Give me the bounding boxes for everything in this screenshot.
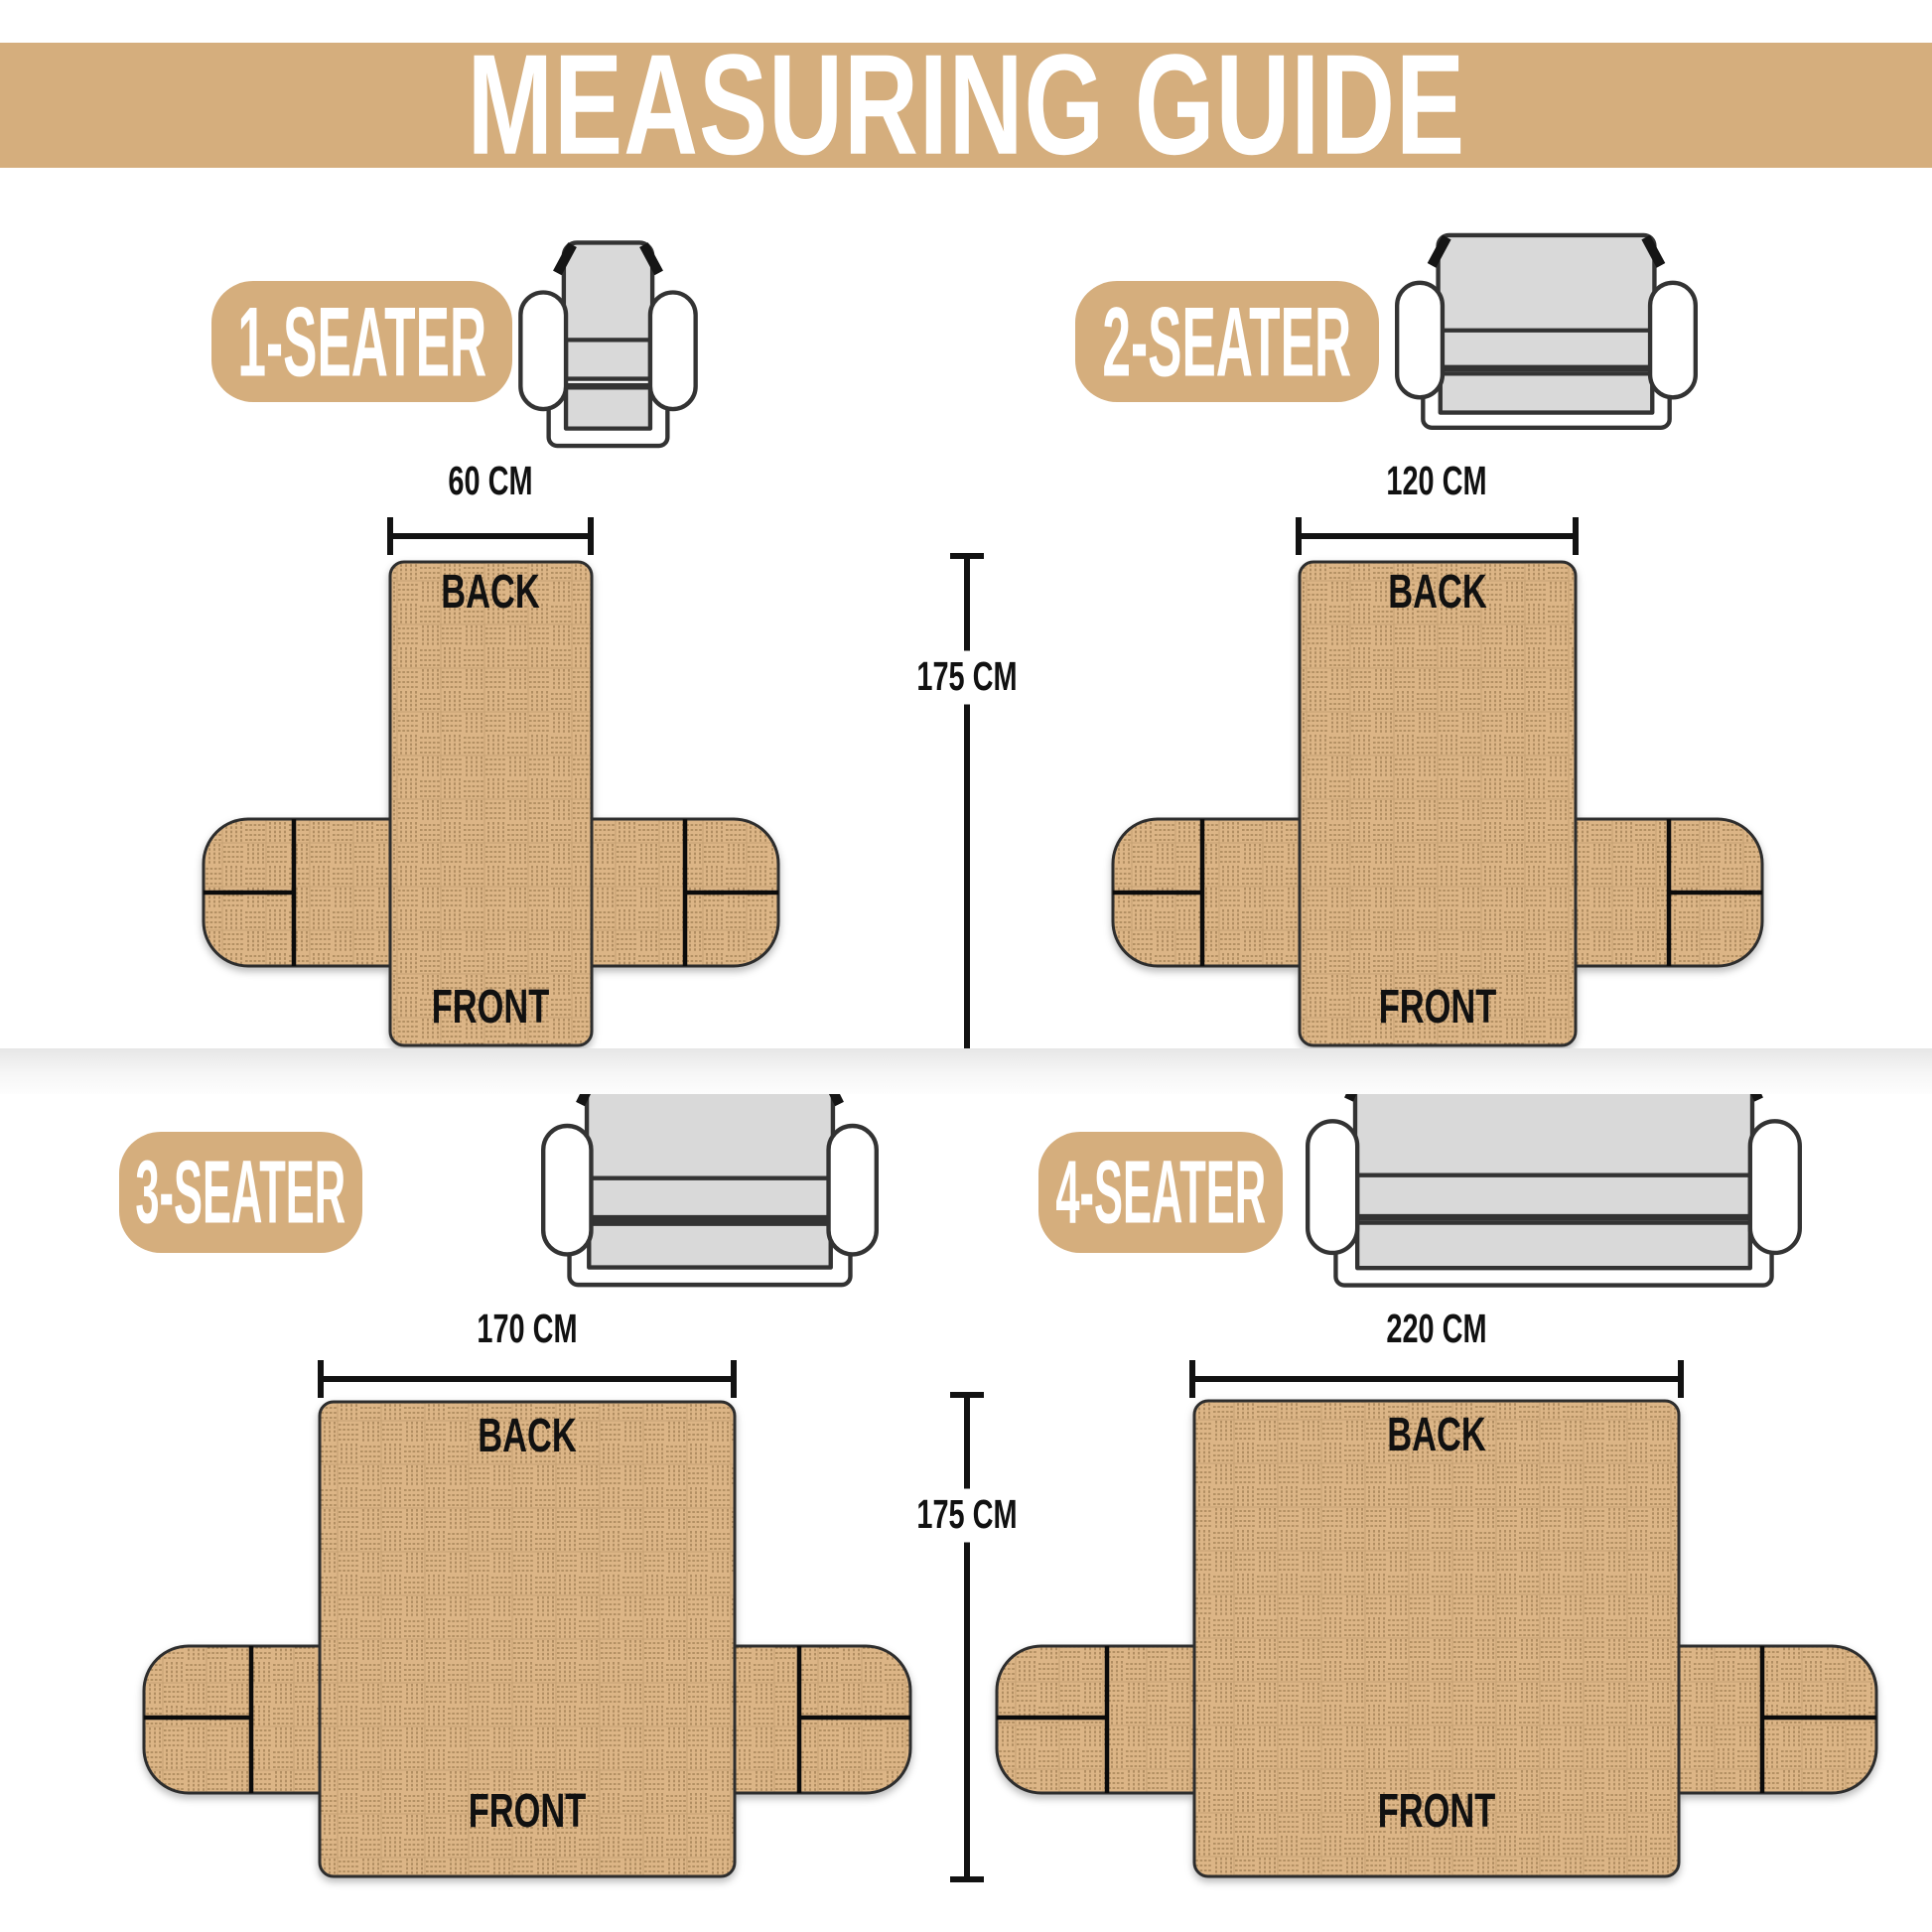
page-title: MEASURING GUIDE	[467, 25, 1465, 186]
title-banner	[0, 25, 1932, 186]
back-label-4-seater: BACK	[1387, 1407, 1486, 1461]
height-label-top: 175 CM	[883, 651, 1051, 705]
width-measure-line-4-seater	[1191, 1376, 1682, 1382]
height-measure-line-top	[964, 555, 970, 1067]
sofa-3-seat-icon	[541, 1060, 879, 1326]
cover-diagram-1-seater	[201, 559, 781, 1048]
badge-3-seater	[119, 1132, 362, 1253]
width-measure-line-1-seater	[389, 533, 592, 539]
measure-tick	[950, 1392, 984, 1398]
front-label-1-seater: FRONT	[431, 979, 550, 1034]
measure-tick	[318, 1360, 324, 1398]
back-label-1-seater: BACK	[441, 564, 540, 619]
measure-tick	[1678, 1360, 1684, 1398]
measure-tick	[731, 1360, 737, 1398]
width-measure-line-2-seater	[1298, 533, 1577, 539]
measure-tick	[1296, 517, 1302, 555]
measure-tick	[387, 517, 393, 555]
width-label-4-seater: 220 CM	[1386, 1307, 1487, 1352]
width-label-2-seater: 120 CM	[1386, 459, 1487, 504]
cover-diagram-2-seater	[1110, 559, 1765, 1048]
front-label-2-seater: FRONT	[1378, 979, 1497, 1034]
armchair-icon	[516, 232, 700, 463]
sofa-4-seat-icon	[1306, 1052, 1802, 1330]
measure-tick	[588, 517, 594, 555]
badge-1-seater-label: 1-SEATER	[237, 286, 486, 397]
badge-4-seater	[1038, 1132, 1283, 1253]
width-label-3-seater: 170 CM	[477, 1307, 578, 1352]
measure-tick	[1189, 1360, 1195, 1398]
cover-back-seat-panel	[1300, 562, 1576, 1045]
back-label-3-seater: BACK	[478, 1408, 577, 1462]
section-divider	[0, 1048, 1932, 1094]
height-measure-line-bottom	[964, 1394, 970, 1880]
height-label-bottom: 175 CM	[883, 1489, 1051, 1543]
badge-1-seater	[211, 281, 512, 402]
badge-3-seater-label: 3-SEATER	[135, 1142, 346, 1243]
front-label-4-seater: FRONT	[1377, 1783, 1496, 1838]
width-measure-line-3-seater	[320, 1376, 735, 1382]
back-label-2-seater: BACK	[1388, 564, 1487, 619]
measure-tick	[950, 553, 984, 559]
cover-back-seat-panel	[390, 562, 592, 1045]
badge-2-seater-label: 2-SEATER	[1102, 286, 1352, 397]
width-label-1-seater: 60 CM	[448, 459, 533, 504]
front-label-3-seater: FRONT	[468, 1783, 587, 1838]
measure-tick	[1573, 517, 1579, 555]
badge-4-seater-label: 4-SEATER	[1055, 1142, 1266, 1243]
loveseat-icon	[1395, 226, 1698, 453]
badge-2-seater	[1075, 281, 1379, 402]
measure-tick	[950, 1876, 984, 1882]
